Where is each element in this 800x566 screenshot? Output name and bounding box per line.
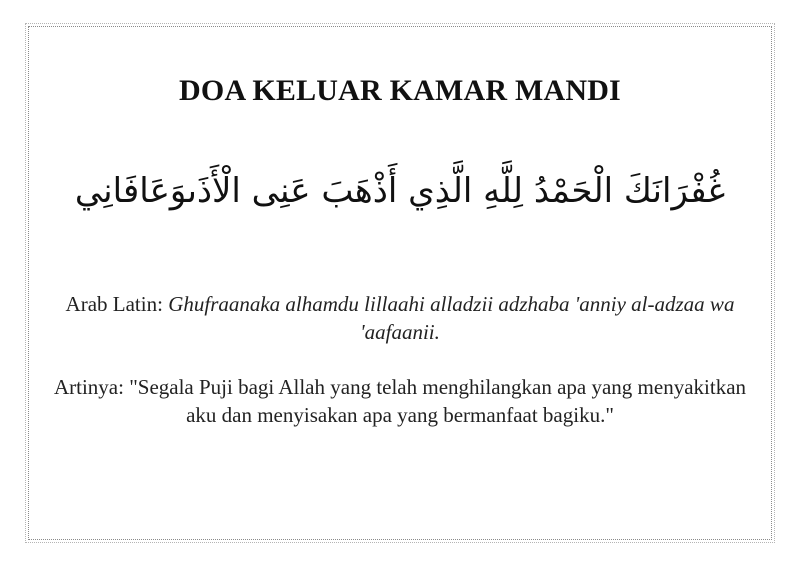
latin-transliteration: [50, 290, 750, 346]
page-title: DOA KELUAR KAMAR MANDI: [179, 74, 621, 107]
latin-text: Ghufraanaka alhamdu lillaahi alladzii adzhaba 'anniy al-adzaa wa 'aafaanii.: [168, 292, 735, 344]
meaning-translation: [50, 373, 750, 429]
latin-label: Arab Latin:: [65, 292, 163, 316]
meaning-label: Artinya:: [53, 375, 124, 399]
meaning-text: "Segala Puji bagi Allah yang telah menghilangkan apa yang menyakitkan aku dan menyisakan apa yang bermanfaat bagiku.": [129, 375, 747, 427]
arabic-prayer-text: غُفْرَانَكَ الْحَمْدُ لِلَّهِ الَّذِي أَذْهَبَ عَنِى الْأَذَىوَعَافَانِي: [74, 171, 726, 211]
